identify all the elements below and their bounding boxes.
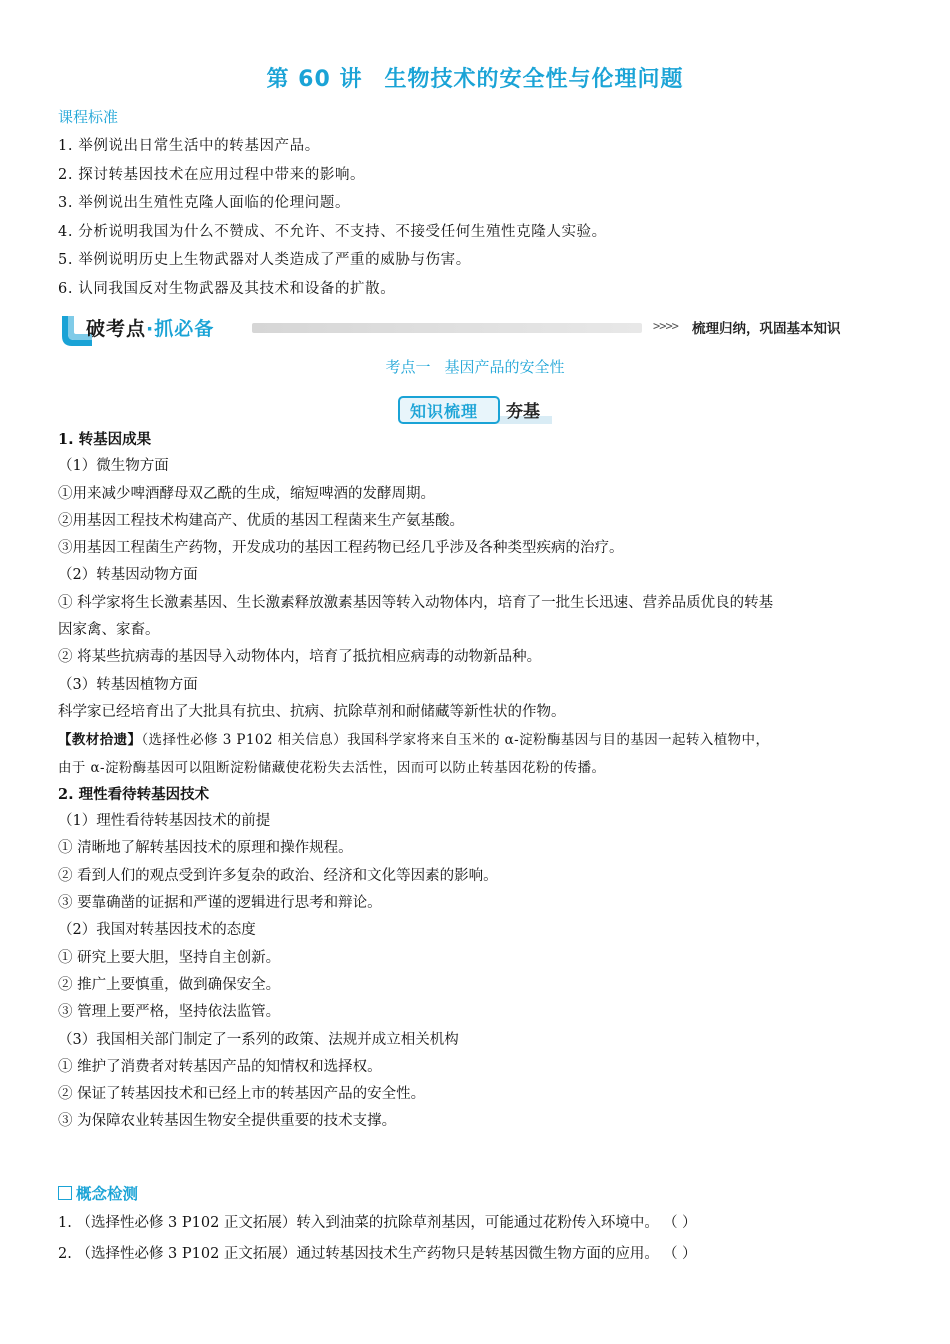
concept-question <box>58 1239 898 1270</box>
kaodian-label: 考点一 <box>385 358 431 376</box>
banner-title-b: 抓必备 <box>154 318 215 340</box>
kaodian-name: 基因产品的安全性 <box>444 358 565 376</box>
badge-box <box>398 396 500 424</box>
standard-item: 6. 认同我国反对生物武器及其技术和设备的扩散。 <box>58 280 396 297</box>
textbook-note <box>58 726 898 753</box>
section-title: . 转基因成果 <box>68 432 152 448</box>
list-item: ② 推广上要慎重，做到确保安全。 <box>58 976 281 993</box>
question-text: 2. （选择性必修 3 P102 正文拓展）通过转基因技术生产药物只是转基因微生物方面的应用。 <box>58 1246 659 1262</box>
concept-heading-text: 概念检测 <box>76 1185 139 1203</box>
section-number: 2 <box>58 785 69 803</box>
list-item: ② 将某些抗病毒的基因导入动物体内，培育了抵抗相应病毒的动物新品种。 <box>58 649 542 666</box>
concept-check <box>58 1180 898 1270</box>
section-number: 1 <box>58 431 69 448</box>
list-item: ①用来减少啤酒酵母双乙酰的生成，缩短啤酒的发酵周期。 <box>58 485 435 502</box>
standard-item: 2. 探讨转基因技术在应用过程中带来的影响。 <box>58 166 366 183</box>
subsection-heading: （1）理性看待转基因技术的前提 <box>58 813 271 830</box>
banner-dot: · <box>146 318 155 340</box>
banner-subtitle: 梳理归纳，巩固基本知识 <box>692 321 841 337</box>
subsection-heading: （3）转基因植物方面 <box>58 676 198 693</box>
answer-blank[interactable]: （ ） <box>662 1215 697 1231</box>
checkbox-square-icon <box>58 1186 72 1200</box>
subsection-heading: （2）我国对转基因技术的态度 <box>58 922 256 939</box>
title-topic: 生物技术的安全性与伦理问题 <box>384 67 684 92</box>
list-item: ① 研究上要大胆，坚持自主创新。 <box>58 949 281 966</box>
section-heading <box>58 781 898 808</box>
list-item: ② 看到人们的观点受到许多复杂的政治、经济和文化等因素的影响。 <box>58 867 498 884</box>
list-item: ③用基因工程菌生产药物，开发成功的基因工程药物已经几乎涉及各种类型疾病的治疗。 <box>58 540 624 557</box>
badge-label: 知识梳理 <box>410 402 479 421</box>
section-banner <box>58 312 858 348</box>
list-item: ① 维护了消费者对转基因产品的知情权和选择权。 <box>58 1058 382 1075</box>
main-content <box>58 426 898 1136</box>
textbook-note-continued: 由于 α-淀粉酶基因可以阻断淀粉储藏使花粉失去活性，因而可以防止转基因花粉的传播。 <box>58 759 606 776</box>
page-title <box>0 62 950 93</box>
list-item: ③ 管理上要严格，坚持依法监管。 <box>58 1004 281 1021</box>
standard-item: 4. 分析说明我国为什么不赞成、不允许、不支持、不接受任何生殖性克隆人实验。 <box>58 223 607 240</box>
list-item: ③ 为保障农业转基因生物安全提供重要的技术支撑。 <box>58 1113 397 1130</box>
standard-item: 5. 举例说明历史上生物武器对人类造成了严重的威胁与伤害。 <box>58 252 471 268</box>
concept-heading <box>58 1180 898 1208</box>
banner-bar <box>252 323 642 333</box>
standards-heading: 课程标准 <box>58 108 119 126</box>
subsection-heading: （1）微生物方面 <box>58 458 169 475</box>
note-text: （选择性必修 3 P102 相关信息）我国科学家将来自玉米的 α-淀粉酶基因与目的基因一起转入植物中， <box>141 732 770 749</box>
list-item: ① 清晰地了解转基因技术的原理和操作规程。 <box>58 840 353 857</box>
list-item: ① 科学家将生长激素基因、生长激素释放激素基因等转入动物体内，培育了一批生长迅速、营养品质优良的转基 <box>58 594 774 611</box>
kaodian-title <box>0 356 950 377</box>
answer-blank[interactable]: （ ） <box>662 1246 697 1262</box>
knowledge-badge <box>398 394 558 424</box>
standards-list <box>58 132 898 303</box>
list-item: ②用基因工程技术构建高产、优质的基因工程菌来生产氨基酸。 <box>58 512 464 529</box>
section-title: . 理性看待转基因技术 <box>68 786 210 803</box>
title-lecture-number: 第 60 讲 <box>266 67 363 92</box>
note-tag: 【教材拾遗】 <box>58 732 142 749</box>
list-item: 科学家已经培育出了大批具有抗虫、抗病、抗除草剂和耐储藏等新性状的作物。 <box>58 703 566 720</box>
section-heading <box>58 426 898 453</box>
subsection-heading: （2）转基因动物方面 <box>58 567 198 584</box>
list-item: ③ 要靠确凿的证据和严谨的逻辑进行思考和辩论。 <box>58 895 382 912</box>
list-item-continued: 因家禽、家畜。 <box>58 622 160 639</box>
concept-question <box>58 1208 898 1239</box>
banner-arrows-icon: >>>> <box>653 319 678 333</box>
subsection-heading: （3）我国相关部门制定了一系列的政策、法规并成立相关机构 <box>58 1031 459 1048</box>
banner-title <box>86 314 214 341</box>
badge-tail: 夯基 <box>506 402 540 422</box>
list-item: ② 保证了转基因技术和已经上市的转基因产品的安全性。 <box>58 1086 426 1103</box>
banner-title-a: 破考点 <box>86 318 147 340</box>
standard-item: 1. 举例说出日常生活中的转基因产品。 <box>58 138 320 154</box>
question-text: 1. （选择性必修 3 P102 正文拓展）转入到油菜的抗除草剂基因，可能通过花粉传入环境中。 <box>58 1215 659 1231</box>
standard-item: 3. 举例说出生殖性克隆人面临的伦理问题。 <box>58 195 351 211</box>
